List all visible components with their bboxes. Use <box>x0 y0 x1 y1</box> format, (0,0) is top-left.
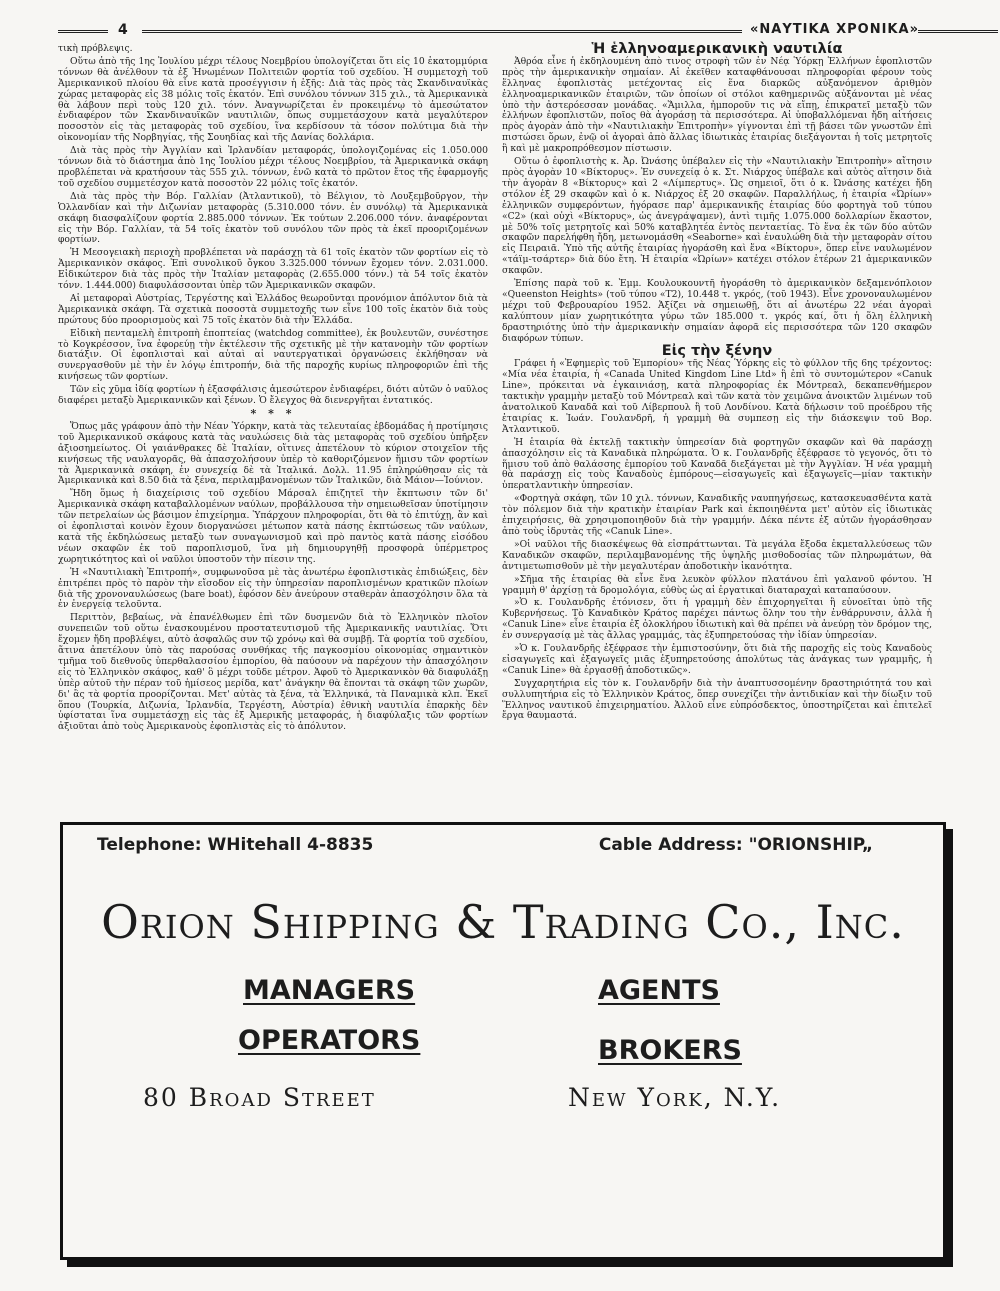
article-paragraph: »Ὁ κ. Γουλανδρῆς ἐτόνισεν, ὅτι ἡ γραμμὴ δὲν ἐπιχορηγεῖται ἢ εὐνοεῖται ὑπὸ τῆς Κυβερνήσεως. Τὸ Καναδικὸν Κράτος παρέχει πάντως ὅλην του τὴν ἐνθάρρυνσιν, ἀλλὰ ἡ «Canuk Line» εἶνε ἑταιρία ἐξ ὁλοκλήρου ἰδιωτικὴ καὶ θὰ πρέπει νὰ ἀνεύρῃ τὸν δρόμον της, ἐν συνεργασίᾳ μὲ τὰς ἄλλας γραμμάς, τὰς ἐξυπηρετούσας τὴν ἰδίαν ὑπηρεσίαν. <box>502 597 932 642</box>
article-paragraph: Εἰδικὴ πενταμελὴ ἐπιτροπὴ ἐποπτείας (watchdog committee), ἐκ βουλευτῶν, συνέστησε τὸ Κογκρέσσον, ἵνα ἐφορεύῃ τὴν ἐκτέλεσιν τῆς σχετικῆς μὲ τὴν κατανομὴν τῶν φορτίων διατάξιν. Οἱ ἐφοπλισταὶ καὶ αὐταὶ αἱ ναυτεργατικαὶ ὀργανώσεις ἐκλήθησαν νὰ συνεργασθοῦν μὲ τὴν ἐν λόγῳ ἐπιτροπήν, διὰ τῆς παροχῆς κυρίως πληροφοριῶν ἐπὶ τῆς κινήσεως τῶν φορτίων. <box>58 327 488 383</box>
article-paragraph: Διὰ τὰς πρὸς τὴν Ἀγγλίαν καὶ Ἰρλανδίαν μεταφοράς, ὑπολογιζομένας εἰς 1.050.000 τόννων διὰ τὸ διάστημα ἀπὸ 1ης Ἰουλίου μέχρι τέλους Νοεμβρίου, τὰ Ἀμερικανικὰ σκάφη προβλέπεται νὰ κρατήσουν τὰς 555 χιλ. τόννων, ἐνῶ κατὰ τὸ πρῶτον ἔτος τῆς ἐφαρμογῆς τοῦ σχεδίου συμμετέσχον κατὰ ποσοστὸν 22 μόλις τοῖς ἑκατόν. <box>58 145 488 189</box>
header-rule-left <box>58 30 108 33</box>
article-paragraph: Ἡ Μεσογειακὴ περιοχὴ προβλέπεται νὰ παράσχῃ τὰ 61 τοῖς ἑκατὸν τῶν φορτίων εἰς τὸ Ἀμερικανικὸν σκάφος. Ἐπὶ συνολικοῦ ὄγκου 3.325.000 τόννων ἔχομεν τόνν. 2.031.000. Εἰδικώτερον διὰ τὰς πρὸς τὴν Ἰταλίαν μεταφορὰς (2.655.000 τόνν.) τὰ 54 τοῖς ἑκατὸν τόνν. 1.444.000) διαφυλάσσονται ὑπὲρ τῶν Ἀμερικανικῶν σκαφῶν. <box>58 247 488 292</box>
header-rule-right <box>918 30 998 33</box>
article-paragraph: Ἡ ἑταιρία θὰ ἐκτελῇ τακτικὴν ὑπηρεσίαν διὰ φορτηγῶν σκαφῶν καὶ θὰ παράσχῃ ἀπασχόλησιν εἰς τὰ Καναδικὰ πληρώματα. Ὁ κ. Γουλανδρῆς ἐξέφρασε τὸ γεγονός, ὅτι τὸ ἥμισυ τοῦ ἀπὸ θαλάσσης ἐμπορίου τοῦ Καναδᾶ διεξάγεται μὲ τὴν Ἀγγλίαν. Ἡ νέα γραμμὴ θὰ παράσχῃ εἰς τοὺς Καναδοὺς ἐμπόρους—εἰσαγωγεῖς καὶ ἐξαγωγεῖς—μίαν τακτικὴν ὑπερατλαντικὴν ὑπηρεσίαν. <box>502 436 932 492</box>
ad-company-name: Orion Shipping & Trading Co., Inc. <box>101 895 905 949</box>
article-paragraph: Οὕτω ἀπὸ τῆς 1ης Ἰουλίου μέχρι τέλους Νοεμβρίου ὑπολογίζεται ὅτι εἰς 10 ἑκατομμύρια τόννων θὰ ἀνέλθουν τὰ ἐξ Ἡνωμένων Πολιτειῶν φορτία τοῦ σχεδίου. Ἡ συμμετοχὴ τοῦ Ἀμερικανικοῦ πλοίου θὰ εἶνε κατὰ προσέγγισιν ἡ ἑξῆς: Διὰ τὰς πρὸς τὰς Σκανδιναυϊκὰς χώρας μεταφορὰς εἰς 38 μόλις τοῖς ἑκατόν. Ἐπὶ συνόλου τόννων 315 χιλ., τὰ Ἀμερικανικὰ θὰ λάβουν περὶ τοὺς 120 χιλ. τόνν. Ἀναγνωρίζεται ἐν προκειμένῳ τὸ ἀμεσώτατον ἐνδιαφέρον τῶν Σκανδιναυϊκῶν ναυτιλιῶν, ὅπως συμμετάσχουν κατὰ μεγαλύτερον ποσοστὸν εἰς τὰς μεταφορὰς τοῦ σχεδίου, ἵνα κερδίσουν τὰ τόσον πολύτιμα διὰ τὴν οἰκονομίαν τῆς Νορβηγίας, τῆς Σουηδίας καὶ τῆς Δανίας δολλάρια. <box>58 55 488 144</box>
page-number: 4 <box>118 22 128 38</box>
article-paragraph: »Οἱ ναῦλοι τῆς διασκέψεως θὰ εἰσπράττωνται. Τὰ μεγάλα ἔξοδα ἐκμεταλλεύσεως τῶν Καναδικῶν σκαφῶν, περιλαμβανομένης τῆς ὑψηλῆς μισθοδοσίας τῶν πληρωμάτων, θὰ ἀντιμετωπισθοῦν μὲ τὴν μεγαλυτέραν ἀποδοτικὴν ἱκανότητα. <box>502 538 932 572</box>
article-paragraph: Ἡ «Ναυτιλιακὴ Ἐπιτροπή», συμφωνοῦσα μὲ τὰς ἀνωτέρω ἐφοπλιστικὰς ἐπιδιώξεις, δὲν ἐπιτρέπει πρὸς τὸ παρὸν τὴν εἴσοδον εἰς τὴν ὑπηρεσίαν παροπλισμένων κρατικῶν πλοίων διὰ τῆς χρονοναυλώσεως (bare boat), ἐφόσον δὲν ἀνεύρουν σταθερὰν ἀπασχόλησιν ὅλα τὰ ἐν ἐνεργείᾳ τελοῦντα. <box>58 566 488 611</box>
article-paragraph: »Ὁ κ. Γουλανδρῆς ἐξέφρασε τὴν ἐμπιστοσύνην, ὅτι διὰ τῆς παροχῆς εἰς τοὺς Καναδοὺς εἰσαγωγεῖς καὶ ἐξαγωγεῖς μιᾶς ἐξυπηρετούσης ἀπολύτως τὰς ἀνάγκας των γραμμῆς, ἡ «Canuk Line» θὰ ἐργασθῇ ἀποδοτικῶς». <box>502 643 932 676</box>
ad-telephone: Telephone: WHitehall 4-8835 <box>97 835 374 855</box>
ad-city: New York, N.Y. <box>568 1083 782 1112</box>
article-paragraph: Ὅπως μᾶς γράφουν ἀπὸ τὴν Νέαν Ὑόρκην, κατὰ τὰς τελευταίας ἑβδομάδας ἡ προτίμησις τοῦ Ἀμερικανικοῦ σκάφους κατὰ τὰς ναυλώσεις διὰ τὰς μεταφορὰς τοῦ σχεδίου ὑπῆρξεν ἀξιοσημείωτος. Οἱ γαιάνθρακες δὲ Ἰταλίαν, οἵτινες ἀπετέλουν τὸ κύριον στοιχεῖον τῆς κινήσεως τῆς ναυλαγορᾶς, θὰ ἀπασχολήσουν ὑπὲρ τὸ καθοριζόμενον ἥμισυ τῶν φορτίων τὰ Ἀμερικανικὰ σκάφη, ἐν συνεχείᾳ δὲ τὰ Ἰταλικά. Δολλ. 11.95 ἐπληρώθησαν εἰς τὰ Ἀμερικανικὰ καὶ 8.50 διὰ τὰ ξένα, περιλαμβανομένων τῶν Ἰταλικῶν, διὰ Μάιον—Ἰούνιον. <box>58 420 488 487</box>
ad-street-address: 80 Broad Street <box>143 1083 376 1112</box>
ad-cable-address: Cable Address: "ORIONSHIP„ <box>598 835 873 855</box>
article-paragraph: Συγχαρητήρια εἰς τὸν κ. Γουλανδρῆν διὰ τὴν ἀναπτυσσομένην δραστηριότητά του καὶ συλλυπητήρια εἰς τὸ Ἑλληνικὸν Κράτος, ὅπερ συνεχίζει τὴν ἀντιδικίαν καὶ τὴν δίωξιν τοῦ Ἕλληνος ναυτικοῦ ἐπιχειρηματίου. Ἀλλοῦ εἶνε εὐπρόσδεκτος, ὑποστηρίζεται καὶ ἐπιτελεῖ ἔργα θαυμαστά. <box>502 677 932 722</box>
article-paragraph: Αἱ μεταφοραὶ Αὐστρίας, Τεργέστης καὶ Ἑλλάδος θεωροῦνται προνόμιον ἀπόλυτον διὰ τὰ Ἀμερικανικὰ σκάφη. Τὰ σχετικὰ ποσοστὰ συμμετοχῆς των εἶνε 100 τοῖς ἑκατὸν διὰ τοὺς πρώτους δύο προορισμοὺς καὶ 75 τοῖς ἑκατὸν διὰ τὴν Ἑλλάδα. <box>58 292 488 326</box>
article-paragraph: Ἀθρόα εἶνε ἡ ἐκδηλουμένη ἀπὸ τινος στροφὴ τῶν ἐν Νέᾳ Ὑόρκῃ Ἑλλήνων ἐφοπλιστῶν πρὸς τὴν ἀμερικανικὴν σημαίαν. Αἱ ἐκεῖθεν καταφθάνουσαι πληροφορίαι φέρουν τοὺς ἕλληνας ἐφοπλιστὰς μετέχοντας εἰς ἕνα διαρκῶς αὐξανόμενον ἀριθμὸν ἑλληνοαμερικανικῶν ἑταιριῶν, τῶν ὁποίων οἱ στόλοι καθημερινῶς αὐξάνονται μὲ νέας ὑπὸ τὴν ἀστερόεσσαν μονάδας. «Ἅμιλλα, ἠμποροῦν τις νὰ εἴπῃ, ἐπικρατεῖ μεταξὺ τῶν ἑλλήνων ἐφοπλιστῶν, ποῖος θὰ ἀγοράσῃ τὰ περισσότερα. Αἱ ὑποβαλλόμεναι ἤδη αἰτήσεις πρὸς ἀγορὰν ἀπὸ τὴν «Ναυτιλιακὴν Ἐπιτροπὴν» γίγνονται ἐπὶ τῇ βάσει τῶν γνωστῶν ἐπὶ πιστώσει ὅρων, ἐνῷ οἱ ἀγοραὶ ἀπὸ ἄλλας ἰδιωτικὰς ἑταιρίας διεξάγονται ἡ τοῖς μετρητοῖς ἢ καὶ μὲ μακροπρόθεσμον πίστωσιν. <box>502 55 932 155</box>
article-paragraph: Περιττὸν, βεβαίως, νὰ ἐπανέλθωμεν ἐπὶ τῶν δυσμενῶν διὰ τὸ Ἑλληνικὸν πλοῖον συνεπειῶν τοῦ οὕτω ἐνασκουμένου προστατευτισμοῦ τῆς Ἀμερικανικῆς ναυτιλίας. Ὅτι ἔχομεν ἤδη προβλέψει, αὐτὸ ἀσφαλῶς συν τῷ χρόνῳ καὶ θὰ συμβῇ. Τὰ φορτία τοῦ σχεδίου, ἅτινα ἀπετέλουν ὑπὸ τὰς παρούσας συνθήκας τῆς παγκοσμίου οἰκονομίας σημαντικὸν τμῆμα τοῦ διεθνοῦς ὑπερθαλασσίου ἐμπορίου, θὰ παύσουν νὰ παρέχουν τὴν ἀπασχόλησιν εἰς τὸ Ἑλληνικὸν σκάφος, καθ' ὃ μέχρι τοῦδε μέτρον. Ἀφοῦ τὸ Ἀμερικανικὸν θὰ διαφυλάξῃ ὑπὲρ αὐτοῦ τὴν πέραν τοῦ ἡμίσεος μερίδα, κατ' ἀνάγκην θὰ ἔπονται τὰ σκάφη τῶν χωρῶν, δι' ἃς τὰ φορτία προορίζονται. Μετ' αὐτὰς τὰ ξένα, τὰ Ἑλληνικά, τὰ Παναμικὰ κλπ. Ἐκεῖ ὅπου (Τουρκία, Διζωνία, Ἰρλανδία, Τεργέστη, Αὐστρία) ἐθνικὴ ναυτιλία ἐπαρκὴς δὲν ὑφίσταται ἵνα συμμετάσχῃ εἰς τὰς ἐξ Ἀμερικῆς μεταφοράς, ἡ διαφύλαξις τῶν φορτίων ἀξιοῦται ἀπὸ τοὺς Ἀμερικανοὺς ἐφοπλιστὰς εἰς τὸ ἀπόλυτον. <box>58 612 488 733</box>
article-paragraph: Τῶν εἰς χῦμα ἰδίᾳ φορτίων ἡ ἐξασφάλισις ἀμεσώτερον ἐνδιαφέρει, διότι αὐτῶν ὁ ναῦλος διαφέρει μεταξὺ Ἀμερικανικῶν καὶ ξένων. Ὁ ἔλεγχος θὰ διενεργῆται ἐντατικός. <box>58 384 488 407</box>
article-paragraph: Ἤδη ὅμως ἡ διαχείρισις τοῦ σχεδίου Μάρσαλ ἐπιζητεῖ τὴν ἔκπτωσιν τῶν δι' Ἀμερικανικὰ σκάφη καταβαλλομένων ναύλων, προβάλλουσα τὴν σημειωθεῖσαν ὑποτίμησιν τῶν πετρελαίων ὡς βάσιμον ἐπιχείρημα. Ὑπάρχουν πληροφορίαι, ὅτι θὰ τὸ ἐπιτύχῃ, ἂν καὶ οἱ ἐφοπλισταὶ κοινὸν ἔχουν διοργανώσει μέτωπον κατὰ πάσης ἐκπτώσεως τῶν ναύλων, κατὰ τῆς ἐκδηλώσεως μεταξὺ των συναγωνισμοῦ καὶ πρὸ παντὸς κατὰ πάσης εἰσόδου νέων σκαφῶν ἐκ τοῦ παροπλισμοῦ, ἵνα μὴ δημιουργηθῇ προσφορὰ ὑπέρμετρος χωρητικότητος καὶ οἱ ναῦλοι ὑποστοῦν τὴν πίεσιν της. <box>58 488 488 565</box>
orion-shipping-advertisement <box>60 822 946 1260</box>
article-paragraph: »Σῆμα τῆς ἑταιρίας θὰ εἶνε ἕνα λευκὸν φύλλον πλατάνου ἐπὶ γαλανοῦ φόντου. Ἡ γραμμὴ θ' ἀρχίσῃ τὰ δρομολόγια, εὐθὺς ὡς αἱ ἐργατικαὶ διαταραχαὶ καταπαύσουν. <box>502 573 932 596</box>
header-rule-middle <box>142 30 742 33</box>
section-separator: * * * <box>250 407 296 420</box>
left-column <box>58 44 488 735</box>
article-paragraph: «Φορτηγὰ σκάφη, τῶν 10 χιλ. τόννων, Καναδικῆς ναυπηγήσεως, κατασκευασθέντα κατὰ τὸν πόλεμον διὰ τὴν κρατικὴν ἑταιρίαν Park καὶ ἐκποιηθέντα μετ' αὐτὸν εἰς ἰδιωτικὰς ἐπιχειρήσεις, θὰ χρησιμοποιηθοῦν διὰ τὴν γραμμήν. Δέκα πέντε ἐξ αὐτῶν ἠγοράσθησαν ἀπὸ τοὺς ἱδρυτὰς τῆς «Canuk Line». <box>502 493 932 537</box>
page-header <box>58 22 938 42</box>
ad-role-agents: AGENTS <box>598 975 720 1006</box>
right-column <box>502 41 932 724</box>
article-paragraph: Ἐπίσης παρὰ τοῦ κ. Ἐμμ. Κουλουκουντῆ ἠγοράσθη τὸ ἀμερικανικὸν δεξαμενόπλοιον «Queenston Heights» (τοῦ τύπου «Τ2), 10.448 τ. γκρός, (τοῦ 1943). Εἶνε χρονοναυλωμένον μέχρι τοῦ Φεβρουαρίου 1952. Ἀξίζει νὰ σημειωθῇ, ὅτι αἱ ἀνωτέρω 22 νέαι ἀγοραὶ καλύπτουν μίαν χωρητικότητα γύρω τῶν 185.000 τ. γκρός καί, ὅτι ἡ ὅλη ἑλληνικὴ δραστηριότης ὑπὸ τὴν ἀμερικανικὴν σημαίαν ἀφορᾶ εἰς περισσότερα τῶν 120 σκαφῶν διαφόρων τύπων. <box>502 278 932 344</box>
article-paragraph: Γράφει ἡ «Ἐφημερὶς τοῦ Ἐμπορίου» τῆς Νέας Ὑόρκης εἰς τὸ φύλλον τῆς 6ης τρέχοντος: «Μία νέα ἑταιρία, ἡ «Canada United Kingdom Line Ltd» ἢ ἐπὶ τὸ συντομώτερον «Canuk Line», πρόκειται νὰ ἐγκαινιάσῃ, κατὰ πληροφορίας ἐκ Μόντρεαλ, δεκαπενθήμερον τακτικὴν γραμμὴν μεταξὺ τοῦ Μόντρεαλ καὶ τῶν κατὰ τὸν χειμῶνα ἀνοικτῶν λιμένων τοῦ ἀνατολικοῦ Καναδᾶ καὶ τοῦ Λίβερπουλ ἢ τοῦ Λονδίνου. Κατὰ δήλωσιν τοῦ προέδρου τῆς ἑταιρίας κ. Ἰωάν. Γουλανδρῆ, ἡ γραμμὴ θὰ συμπεσῃ εἰς τὴν διάσκεψιν τοῦ Βορ. Ἀτλαντικοῦ. <box>502 358 932 435</box>
ad-role-managers: MANAGERS <box>243 975 416 1006</box>
article-paragraph: τικὴ πρόβλεψις. <box>58 43 133 54</box>
article-paragraph: Οὕτω ὁ ἐφοπλιστὴς κ. Ἀρ. Ὠνάσης ὑπέβαλεν εἰς τὴν «Ναυτιλιακὴν Ἐπιτροπὴν» αἴτησιν πρὸς ἀγορὰν 10 «Βίκτορυς». Ἐν συνεχείᾳ ὁ κ. Στ. Νιάρχος ὑπέβαλε καὶ αὐτὸς αἴτησιν διὰ τὴν ἀγορὰν 8 «Βίκτορυς» καὶ 2 «Λίμπερτυς». Ὡς σημειοῖ, ὅτι ὁ κ. Ὠνάσης κατέχει ἤδη στόλον ἐξ 29 σκαφῶν καὶ ὁ κ. Νιάρχος ἐξ 20 σκαφῶν. Παραλλήλως, ἡ ἑταιρία «Ὠρίων» ἑλληνικῶν συμφερόντων, ἠγόρασε παρ' ἀμερικανικῆς ἑταιρίας δύο φορτηγὰ τοῦ τύπου «C2» (καὶ οὐχὶ «Βίκτορυς», ὡς ἀνεγράψαμεν), ἀντὶ τιμῆς 1.075.000 δολλαρίων ἕκαστον, μὲ 50% τοῖς μετρητοῖς καὶ 50% καταβλητέα ἐντὸς πενταετίας. Τὸ ἕνα ἐκ τῶν δύο αὐτῶν σκαφῶν παρελήφθη ἤδη, μετωνομάσθη «Seaborne» καὶ ἐναυλώθη διὰ τὴν μεταφορὰν σίτου εἰς Πειραιᾶ. Ὑπὸ τῆς αὐτῆς ἑταιρίας ἠγοράσθη καὶ ἕνα «Βίκτορυ», ὅπερ εἶνε ναυλωμένον «τάϊμ-τσάρτερ» διὰ δύο ἔτη. Ἡ ἑταιρία «Ὠρίων» κατέχει στόλον ἑτέρων 21 ἀμερικανικῶν σκαφῶν. <box>502 156 932 277</box>
ad-role-operators: OPERATORS <box>238 1025 421 1056</box>
section-heading-greek-american-shipping: Ἡ ἑλληνοαμερικανικὴ ναυτιλία <box>591 41 843 57</box>
article-paragraph: Διὰ τὰς πρὸς τὴν Βόρ. Γαλλίαν (Ἀτλαντικοῦ), τὸ Βέλγιον, τὸ Λουξεμβοῦργον, τὴν Ὁλλανδίαν καὶ τὴν Διζωνίαν μεταφορὰς (5.310.000 τόνν. ἐν συνόλῳ) τὰ Ἀμερικανικὰ σκάφη διασφαλίζουν φορτία 2.885.000 τόννων. Ἐκ τούτων 2.206.000 τόνν. ἀναφέρονται εἰς τὴν Βόρ. Γαλλίαν, τὰ 54 τοῖς ἑκατὸν τοῦ συνόλου τῶν πρὸς τὰ ἐκεῖ προοριζομένων φορτίων. <box>58 190 488 246</box>
journal-title: «ΝΑΥΤΙΚΑ ΧΡΟΝΙΚΑ» <box>750 22 919 37</box>
ad-role-brokers: BROKERS <box>598 1035 742 1066</box>
section-heading-abroad: Εἰς τὴν ξένην <box>661 343 773 360</box>
